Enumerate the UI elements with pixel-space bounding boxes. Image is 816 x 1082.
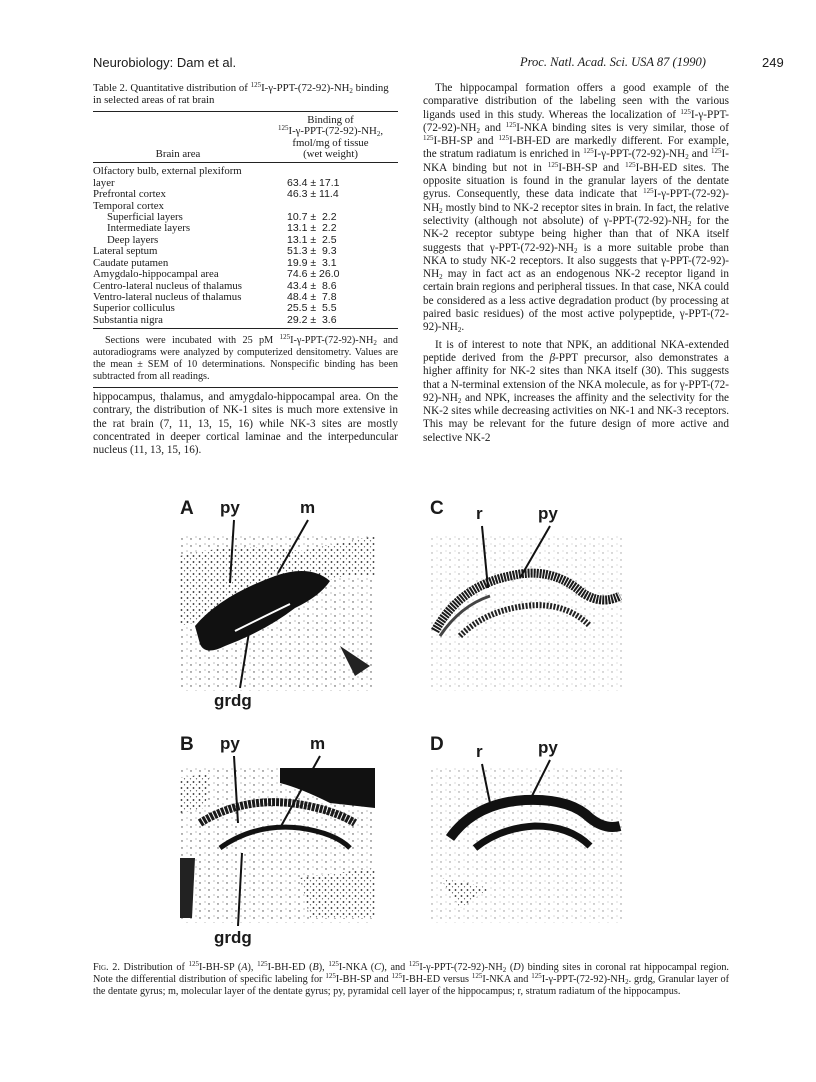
label-r-d: r xyxy=(476,742,483,761)
left-column xyxy=(93,82,398,458)
table-caption: Table 2. Quantitative distribution of $^{125}I-\gamma-PPT-(72-92)-NH_2$ binding in selected areas of rat brain xyxy=(93,81,389,107)
row-brain-area: Superior colliculus xyxy=(93,302,175,315)
label-m-a: m xyxy=(300,498,316,517)
row-binding-value: 48.4 ± 7.8 xyxy=(287,290,337,303)
row-binding-value: 51.3 ± 9.3 xyxy=(287,245,337,258)
right-column xyxy=(423,82,729,445)
panel-label-d: D xyxy=(430,734,444,755)
table-row xyxy=(93,269,398,280)
panel-label-c: C xyxy=(430,498,444,519)
row-binding-value: 63.4 ± 17.1 xyxy=(287,176,340,189)
table-row xyxy=(93,315,398,326)
row-binding-value: 10.7 ± 2.2 xyxy=(287,211,337,224)
table-body xyxy=(93,166,398,326)
row-brain-area: Lateral septum xyxy=(93,245,158,258)
header-binding: Binding of $^{125}I-\gamma-PPT-(72-92)-NH_2$, fmol/mg of tissue (wet weight) xyxy=(277,113,384,161)
row-brain-area: Superficial layers xyxy=(107,211,183,224)
figure-caption: Fig. 2. Distribution of $^{125}$I-BH-SP (A), $^{125}$I-BH-ED (B), $^{125}$I-NKA (C), and $^{125}I-\gamma-PPT-(72-92)-NH_2$ (D) binding sites in coronal rat hippocampal region. Note the differential distribution of specific labeling for $^{125}$I-BH-SP and $^{125}$I-BH-ED versus $^{125}$I-NKA and $^{125}I-\gamma-PPT-(72-92)-NH_2$. grdg, Granular layer of the dentate gyrus; m, molecular layer of the dentate gyrus; py, pyramidal cell layer of the hippocampus; r, stratum radiatum of the hippocampus. xyxy=(93,960,729,998)
table-row xyxy=(93,246,398,257)
row-binding-value: 13.1 ± 2.5 xyxy=(287,233,337,246)
hippocampal-paragraph: The hippocampal formation offers a good example of the comparative distribution of the labeling seen with the various ligands used in this study. Whereas the localization of $^{125}I-\gamma-PPT-(72-92)-NH_2$ and $^{125}$I-NKA binding sites is very similar, those of $^{125}$I-BH-SP and $^{125}$I-BH-ED are markedly different. For example, the stratum radiatum is enriched in $^{125}I-\gamma-PPT-(72-92)-NH_2$ and $^{125}$I-NKA binding but not in $^{125}$I-BH-SP and $^{125}$I-BH-ED sites. The opposite situation is found in the granular layers of the dentate gyrus. Consequently, these data indicate that $^{125}I-\gamma-PPT-(72-92)-NH_2$ mostly bind to NK-2 receptor sites in brain. In fact, the relative selectivity (although not absolute) of $\gamma-PPT-(72-92)-NH_2$ for the NK-2 receptor subtype being higher than that of NKA itself suggests that $\gamma-PPT-(72-92)-NH_2$ is a more suitable probe than NKA to study NK-2 receptors. It also suggests that $\gamma-PPT-(72-92)-NH_2$ may in fact act as an endogenous NK-2 receptor ligand in certain brain regions and peripheral tissues. In that case, NKA could be considered as a less active degradation product (by processing at paired basic residues) of the most active polypeptide, $\gamma-PPT-(72-92)-NH_2$. xyxy=(423,82,730,335)
label-py-a: py xyxy=(220,498,240,517)
row-binding-value: 46.3 ± 11.4 xyxy=(287,188,339,201)
table-header-row xyxy=(93,112,398,163)
row-binding-value: 25.5 ± 5.5 xyxy=(287,302,337,315)
label-grdg-b: grdg xyxy=(214,928,252,947)
row-brain-area: Amygdalo-hippocampal area xyxy=(93,268,219,281)
label-grdg-a: grdg xyxy=(214,691,252,710)
left-body-paragraph: hippocampus, thalamus, and amygdalo-hippocampal area. On the contrary, the distribution of NK-1 sites is much more extensive in the rat brain (7, 11, 13, 15, 16) while NK-3 sites are mostly concentrated in deeper cortical laminae and the interpeduncular nucleus (11, 13, 15, 16). xyxy=(93,391,398,457)
row-brain-area: Centro-lateral nucleus of thalamus xyxy=(93,279,243,292)
running-head-journal: Proc. Natl. Acad. Sci. USA 87 (1990) xyxy=(520,55,706,69)
binding-table xyxy=(93,112,398,329)
table-bottom-rule xyxy=(93,387,398,388)
row-binding-value: 43.4 ± 8.6 xyxy=(287,279,337,292)
label-py-b: py xyxy=(220,734,240,753)
row-brain-area: Substantia nigra xyxy=(93,313,163,326)
row-brain-area: Prefrontal cortex xyxy=(93,188,166,201)
row-brain-area: Olfactory bulb, external plexiform layer xyxy=(93,165,242,189)
row-brain-area: Intermediate layers xyxy=(107,222,191,235)
table-footnote: Sections were incubated with 25 pM $^{125}I-\gamma-PPT-(72-92)-NH_2$ and autoradiograms were analyzed by computerized densitometry. Values are the mean ± SEM of 10 determinations. Nonspecific binding has been subtracted from all readings. xyxy=(93,333,398,383)
npk-paragraph: It is of interest to note that NPK, an additional NKA-extended peptide derived from the β-PPT precursor, also demonstrates a higher affinity for NK-2 sites than NKA itself (30). This suggests that a N-terminal extension of the NKA molecule, as for $\gamma-PPT-(72-92)-NH_2$ and NPK, increases the affinity and the selectivity for the NK-2 sites while decreasing activities on NK-1 and NK-3 receptors. This may be relevant for the future design of more active and selective NK-2 xyxy=(423,338,729,444)
row-brain-area: Ventro-lateral nucleus of thalamus xyxy=(93,290,242,303)
label-py-c: py xyxy=(538,504,558,523)
running-head-left: Neurobiology: Dam et al. xyxy=(93,55,237,70)
page-number: 249 xyxy=(762,55,784,70)
table-row xyxy=(93,189,398,200)
figure-2 xyxy=(170,498,640,950)
row-brain-area: Temporal cortex xyxy=(93,199,164,212)
row-binding-value: 74.6 ± 26.0 xyxy=(287,268,340,281)
row-brain-area: Deep layers xyxy=(107,233,159,246)
row-binding-value: 19.9 ± 3.1 xyxy=(287,256,337,269)
row-binding-value: 29.2 ± 3.6 xyxy=(287,313,337,326)
row-brain-area: Caudate putamen xyxy=(93,256,169,269)
label-m-b: m xyxy=(310,734,326,753)
figure-leader-lines xyxy=(170,498,640,950)
panel-label-b: B xyxy=(180,734,194,755)
row-binding-value: 13.1 ± 2.2 xyxy=(287,222,337,235)
panel-label-a: A xyxy=(180,498,194,519)
table-row xyxy=(93,303,398,314)
label-r-c: r xyxy=(476,504,483,523)
label-py-d: py xyxy=(538,738,558,757)
header-brain-area: Brain area xyxy=(155,148,201,161)
table-row xyxy=(93,166,398,189)
